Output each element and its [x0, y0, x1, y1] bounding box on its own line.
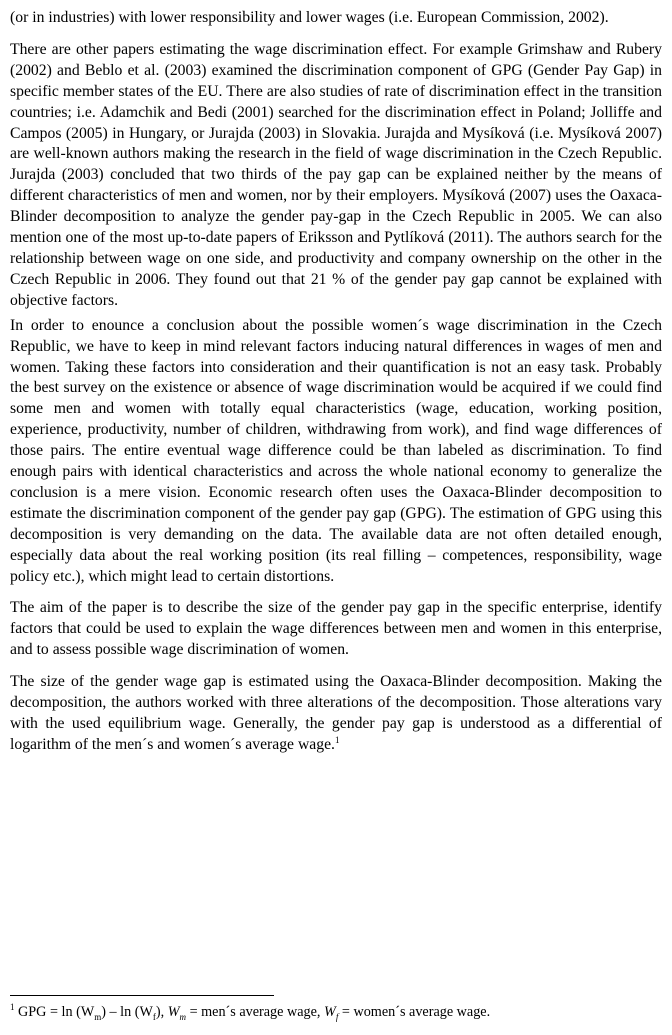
paragraph-continuation: (or in industries) with lower responsibility and lower wages (i.e. European Commission, 2002).: [10, 9, 609, 26]
paragraph-discrimination-conclusion: In order to enounce a conclusion about the possible women´s wage discrimination in the Czech Republic, we have to keep in mind relevant factors inducing natural differences in wages of men and women. Taking these factors into consideration and their quantification is not an easy task. Probably the best survey on the existence or absence of wage discrimination would be acquired if we could find some men and women with totally equal characteristics (wage, education, working position, experience, productivity, number of children, withdrawing from work), and find wage differences of those pairs. The entire eventual wage difference could be than labeled as discrimination. To find enough pairs with identical characteristics and across the whole national economy to generalize the conclusion is a mere vision. Economic research often uses the Oaxaca-Blinder decomposition to estimate the discrimination component of the gender pay gap (GPG). The estimation of GPG using this decomposition is very demanding on the data. The available data are not often detailed enough, especially data about the real working position (its real filling – competences, responsibility, wage policy etc.), which might lead to certain distortions.: [10, 316, 662, 585]
footnote-sub-m: m: [94, 1011, 102, 1022]
paper-body: [10, 8, 662, 756]
footnote: [10, 1003, 662, 1021]
footnote-var-wf: W: [324, 1004, 336, 1020]
paragraph-paper-aim: The aim of the paper is to describe the size of the gender pay gap in the specific enterprise, identify factors that could be used to explain the wage differences between men and women in this enterprise, and to assess possible wage discrimination of women.: [10, 599, 662, 659]
footnote-var-wf-sub: f: [335, 1011, 339, 1022]
footnote-def-wm: = men´s average wage,: [186, 1004, 325, 1020]
paragraph-gap-estimation: [10, 672, 662, 756]
footnote-reference: 1: [334, 734, 340, 745]
footnote-formula-lhs: GPG = ln (W: [18, 1004, 95, 1020]
footnote-def-wf: = women´s average wage.: [338, 1004, 491, 1020]
footnote-formula-mid: ) – ln (W: [101, 1004, 153, 1020]
footnote-var-wm: W: [167, 1004, 180, 1020]
footnote-divider: [10, 995, 274, 996]
footnote-formula-close: ),: [155, 1004, 168, 1020]
footnote-sub-f: f: [152, 1011, 156, 1022]
paragraph-gap-estimation-text: The size of the gender wage gap is estimated using the Oaxaca-Blinder decomposition. Making the decomposition, the authors worked with three alterations of the decomposition. Those alterations vary with the used equilibrium wage. Generally, the gender pay gap is understood as a differential of logarithm of the men´s and women´s average wage.: [10, 673, 662, 753]
footnote-var-wm-sub: m: [179, 1011, 187, 1022]
paragraph-literature-review: There are other papers estimating the wage discrimination effect. For example Grimshaw and Rubery (2002) and Beblo et al. (2003) examined the discrimination component of GPG (Gender Pay Gap) in specific member states of the EU. There are also studies of rate of discrimination effect in the transition countries; i.e. Adamchik and Bedi (2001) searched for the discrimination effect in Poland; Jolliffe and Campos (2005) in Hungary, or Jurajda (2003) in Slovakia. Jurajda and Mysíková (i.e. Mysíková 2007) are well-known authors making the research in the field of wage discrimination in the Czech Republic. Jurajda (2003) concluded that two thirds of the pay gap can be explained neither by the means of different characteristics of men and women, nor by their employers. Mysíková (2007) uses the Oaxaca-Blinder decomposition to analyze the gender pay-gap in the Czech Republic in 2005. We can also mention one of the most up-to-date papers of Eriksson and Pytlíková (2011). The authors search for the relationship between wage on one side, and productivity and company ownership on the other in the Czech Republic in 2006. They found out that 21 % of the gender pay gap cannot be explained with objective factors.: [10, 40, 662, 309]
footnote-number: 1: [10, 1002, 15, 1012]
